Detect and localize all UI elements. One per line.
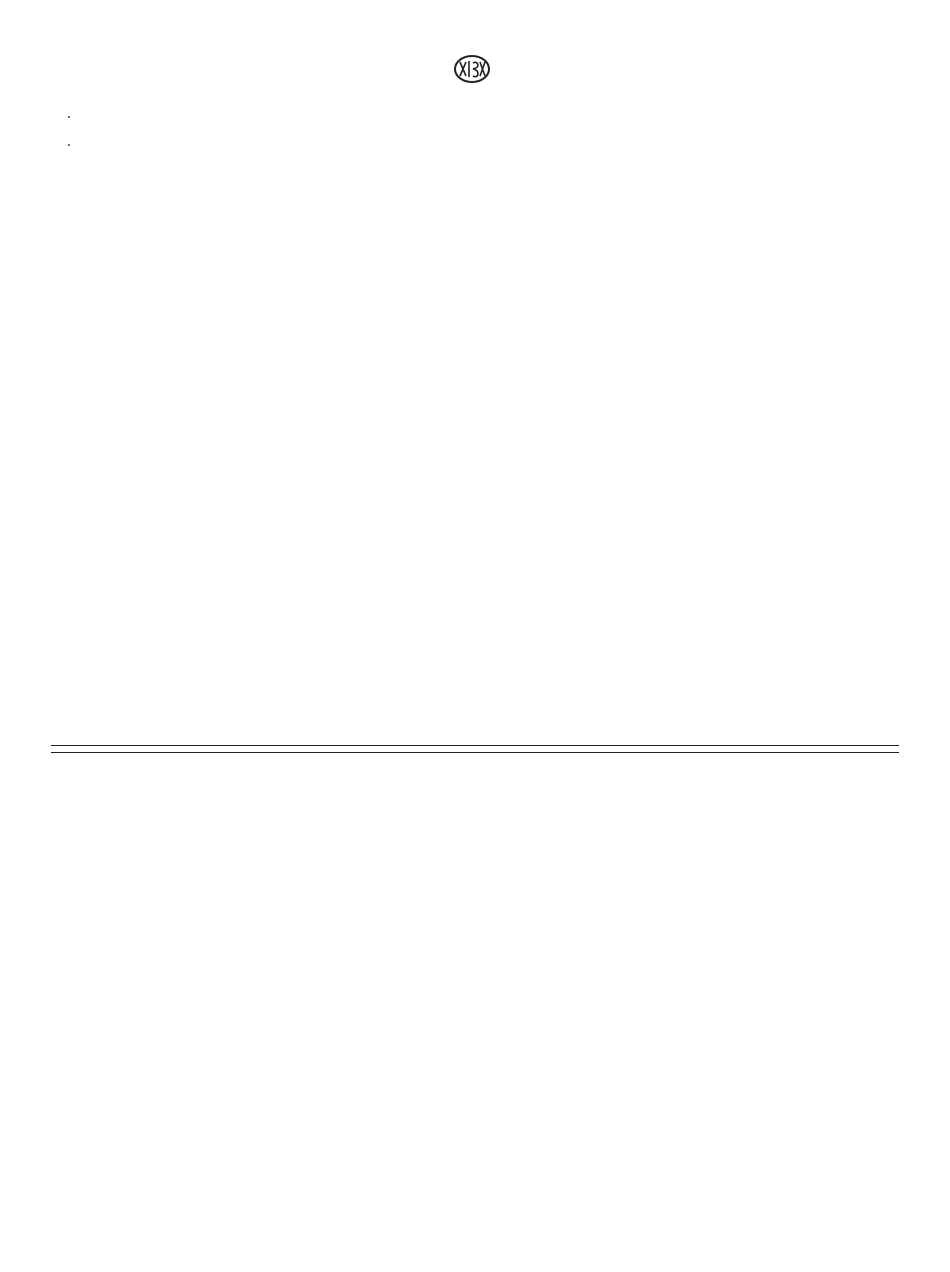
right-column <box>490 94 899 103</box>
column-header-property <box>51 746 263 753</box>
column-header-dimension <box>687 746 899 753</box>
paragraph-10-1: . <box>67 132 71 150</box>
table-header-row <box>51 746 899 753</box>
specification-table <box>51 745 899 753</box>
column-header-formula <box>475 746 687 753</box>
page-header <box>0 52 950 86</box>
paragraph-9-1: . <box>67 105 71 122</box>
left-column <box>51 94 461 160</box>
column-header-symbol <box>263 746 475 753</box>
astm-logo-icon <box>452 54 492 84</box>
